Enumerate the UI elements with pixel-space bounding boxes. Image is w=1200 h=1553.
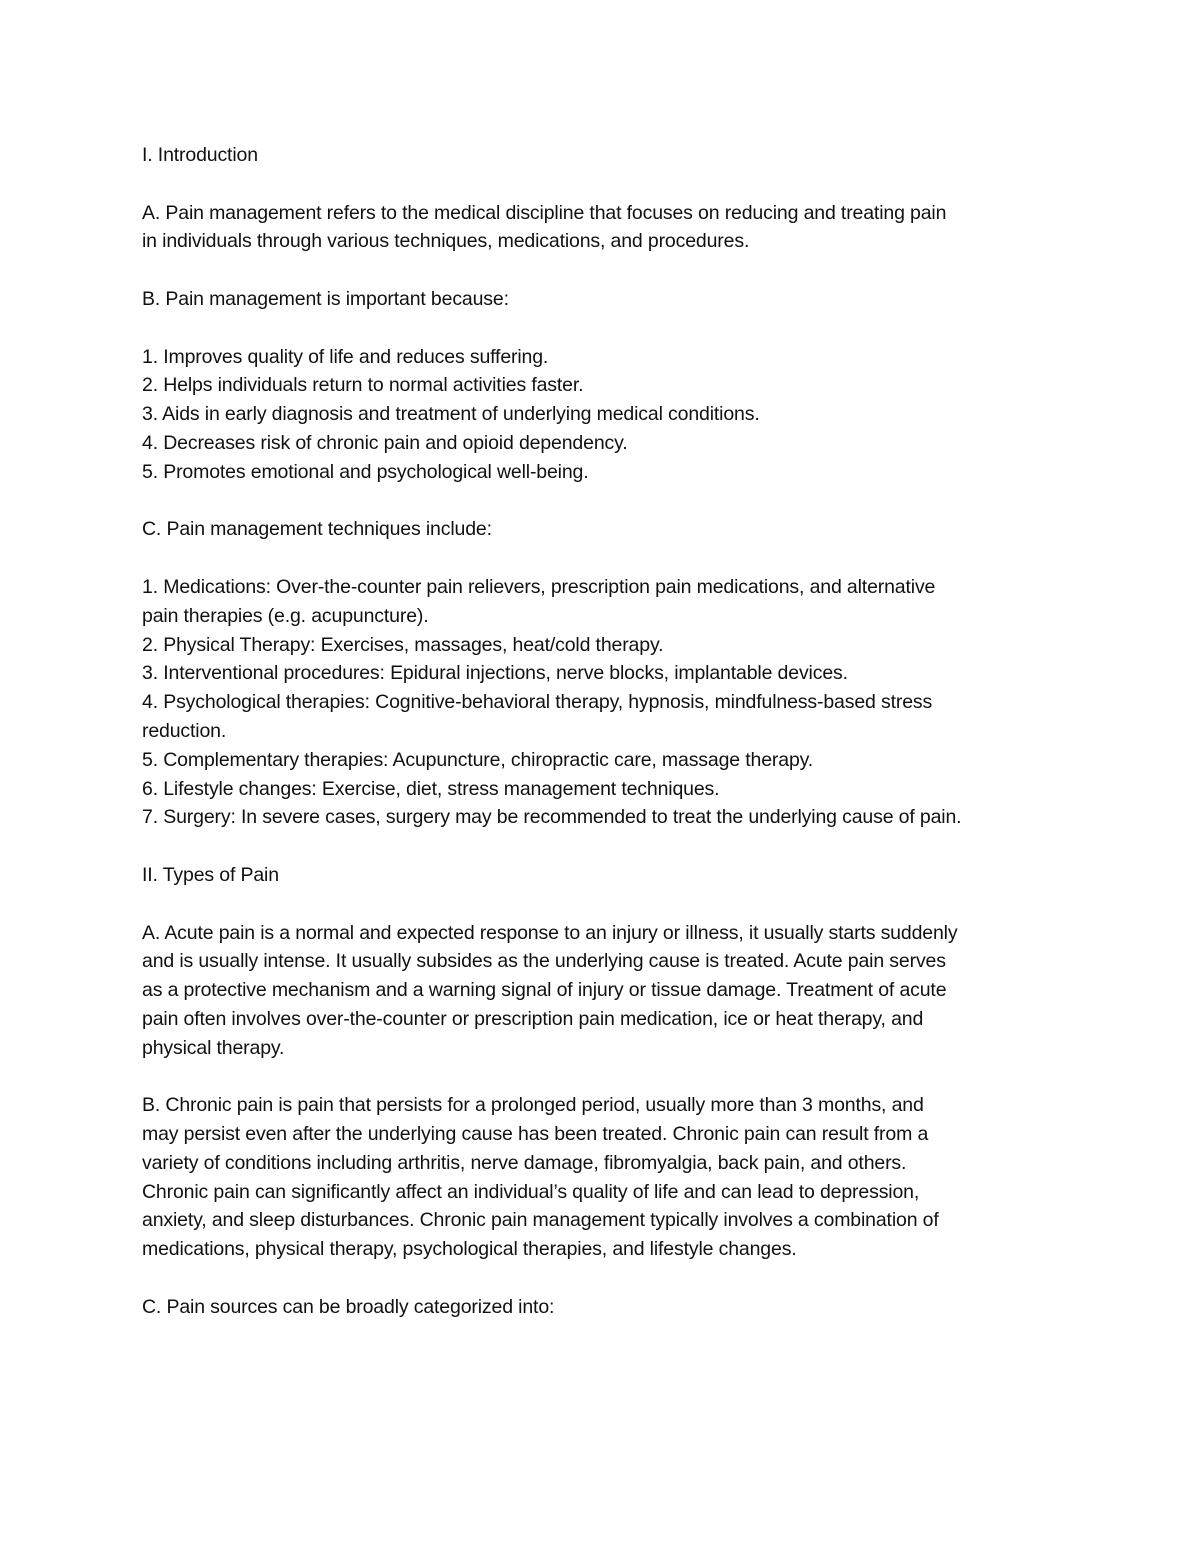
section-heading: I. Introduction (142, 144, 258, 166)
list-item: 3. Interventional procedures: Epidural injections, nerve blocks, implantable devices. (142, 662, 848, 685)
list-item: reduction. (142, 719, 227, 742)
paragraph-line: anxiety, and sleep disturbances. Chronic pain management typically involves a combination of (142, 1209, 939, 1232)
list-item: 3. Aids in early diagnosis and treatment of underlying medical conditions. (142, 403, 760, 426)
list-item: pain therapies (e.g. acupuncture). (142, 604, 429, 627)
subheading: B. Pain management is important because: (142, 287, 509, 310)
paragraph-line: Chronic pain can significantly affect an individual’s quality of life and can lead to depression, (142, 1180, 920, 1203)
document-body (142, 141, 1072, 1322)
blank-line (142, 890, 1072, 919)
list-item: 7. Surgery: In severe cases, surgery may be recommended to treat the underlying cause of pain. (142, 806, 962, 829)
list-item: 2. Helps individuals return to normal activities faster. (142, 374, 584, 397)
blank-line (142, 170, 1072, 199)
blank-line (142, 487, 1072, 516)
blank-line (142, 832, 1072, 861)
list-item: 5. Promotes emotional and psychological well-being. (142, 460, 589, 483)
list-item: 2. Physical Therapy: Exercises, massages, heat/cold therapy. (142, 633, 664, 656)
paragraph-line: B. Chronic pain is pain that persists for a prolonged period, usually more than 3 months, and (142, 1094, 924, 1117)
paragraph-line: and is usually intense. It usually subsides as the underlying cause is treated. Acute pain serves (142, 950, 946, 973)
blank-line (142, 314, 1072, 343)
paragraph-line: in individuals through various techniques, medications, and procedures. (142, 230, 750, 253)
blank-line (142, 1063, 1072, 1092)
section-heading: II. Types of Pain (142, 863, 279, 886)
paragraph-line: pain often involves over-the-counter or prescription pain medication, ice or heat therapy, and (142, 1007, 924, 1030)
paragraph-line: A. Acute pain is a normal and expected response to an injury or illness, it usually starts suddenly (142, 921, 958, 944)
list-item: 4. Decreases risk of chronic pain and opioid dependency. (142, 431, 628, 454)
paragraph-line: variety of conditions including arthritis, nerve damage, fibromyalgia, back pain, and others. (142, 1151, 907, 1174)
blank-line (142, 1264, 1072, 1293)
list-item: 6. Lifestyle changes: Exercise, diet, stress management techniques. (142, 777, 720, 800)
list-item: 1. Medications: Over-the-counter pain relievers, prescription pain medications, and alternative (142, 575, 936, 598)
paragraph-line: medications, physical therapy, psychological therapies, and lifestyle changes. (142, 1238, 797, 1261)
paragraph-line: A. Pain management refers to the medical discipline that focuses on reducing and treating pain (142, 201, 947, 224)
paragraph-line: as a protective mechanism and a warning signal of injury or tissue damage. Treatment of acute (142, 979, 947, 1002)
blank-line (142, 256, 1072, 285)
paragraph-line: may persist even after the underlying cause has been treated. Chronic pain can result from a (142, 1123, 929, 1146)
subheading: C. Pain sources can be broadly categorized into: (142, 1295, 555, 1318)
subheading: C. Pain management techniques include: (142, 518, 492, 541)
list-item: 5. Complementary therapies: Acupuncture, chiropractic care, massage therapy. (142, 748, 814, 771)
list-item: 4. Psychological therapies: Cognitive-behavioral therapy, hypnosis, mindfulness-based stress (142, 691, 933, 714)
paragraph-line: physical therapy. (142, 1036, 285, 1059)
list-item: 1. Improves quality of life and reduces suffering. (142, 345, 549, 368)
blank-line (142, 544, 1072, 573)
